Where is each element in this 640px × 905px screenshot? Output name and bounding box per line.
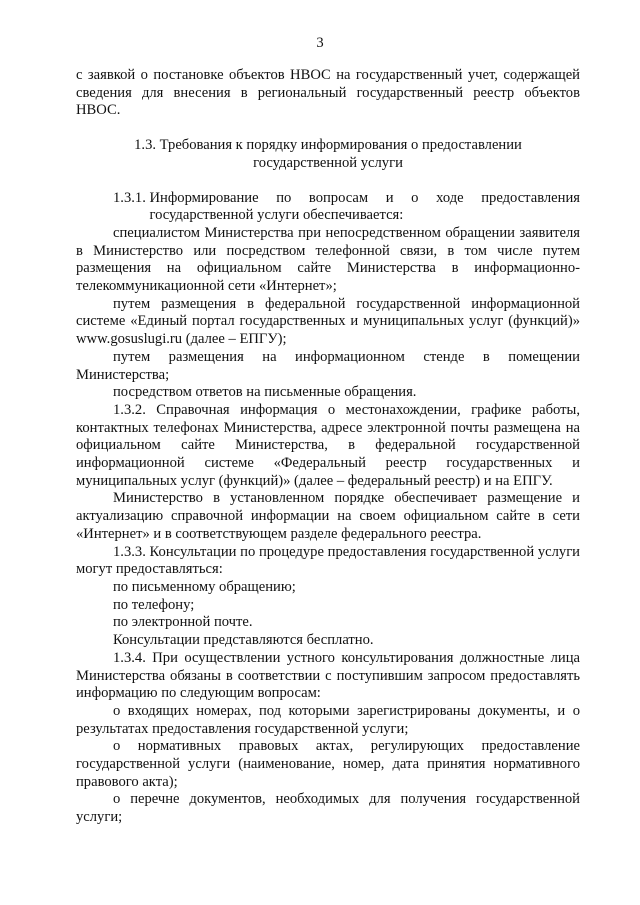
item-1-3-4: 1.3.4. При осуществлении устного консультирования должностные лица Министерства обязаны в соответствии с поступившим запросом предоставлять информацию по следующим вопросам: <box>76 649 580 702</box>
list-item: о перечне документов, необходимых для получения государственной услуги; <box>76 791 580 826</box>
list-item: по письменному обращению; <box>113 578 296 595</box>
list-item: Консультации представляются бесплатно. <box>113 632 374 649</box>
list-item: по электронной почте. <box>113 614 253 631</box>
list-item: путем размещения на информационном стенде в помещении Министерства; <box>76 348 580 383</box>
list-item: посредством ответов на письменные обращения. <box>113 384 417 401</box>
intro-paragraph: с заявкой о постановке объектов НВОС на государственный учет, содержащей сведения для внесения в региональный государственный реестр объектов НВОС. <box>76 67 580 119</box>
item-1-3-2: 1.3.2. Справочная информация о местонахождении, графике работы, контактных телефонах Министерства, адресе электронной почты размещена на официальном сайте Министерства, в федеральной государственной информационной системе «Федеральный реестр государственных и муниципальных услуг (функций)» (далее – федеральный реестр) и на ЕПГУ. <box>76 401 580 489</box>
item-1-3-2-followup: Министерство в установленном порядке обеспечивает размещение и актуализацию справочной информации на своем официальном сайте в сети «Интернет» и в соответствующем разделе федерального реестра. <box>76 490 580 542</box>
item-1-3-3: 1.3.3. Консультации по процедуре предоставления государственной услуги могут предоставляться: <box>76 543 580 578</box>
item-1-3-1 <box>76 190 580 225</box>
list-item: о нормативных правовых актах, регулирующих предоставление государственной услуги (наименование, номер, дата принятия нормативного правового акта); <box>76 738 580 790</box>
page-number: 3 <box>316 35 324 51</box>
list-item: путем размещения в федеральной государственной информационной системе «Единый портал государственных и муниципальных услуг (функций)» www.gosuslugi.ru (далее – ЕПГУ); <box>76 295 580 348</box>
item-1-3-1-text: Информирование по вопросам и о ходе предоставления государственной услуги обеспечивается: <box>149 189 580 224</box>
section-heading-line-2: государственной услуги <box>253 154 403 171</box>
list-item: специалистом Министерства при непосредственном обращении заявителя в Министерство или посредством телефонной связи, в том числе путем размещения на официальном сайте Министерства в информационно-телекоммуникационной сети «Интернет»; <box>76 224 580 295</box>
document-body <box>76 67 580 827</box>
item-1-3-1-number: 1.3.1. <box>113 189 150 206</box>
list-item: по телефону; <box>113 596 195 613</box>
section-heading-line-1: 1.3. Требования к порядку информирования о предоставлении <box>134 137 522 154</box>
list-item: о входящих номерах, под которыми зарегистрированы документы, и о результатах предоставления государственной услуги; <box>76 702 580 737</box>
